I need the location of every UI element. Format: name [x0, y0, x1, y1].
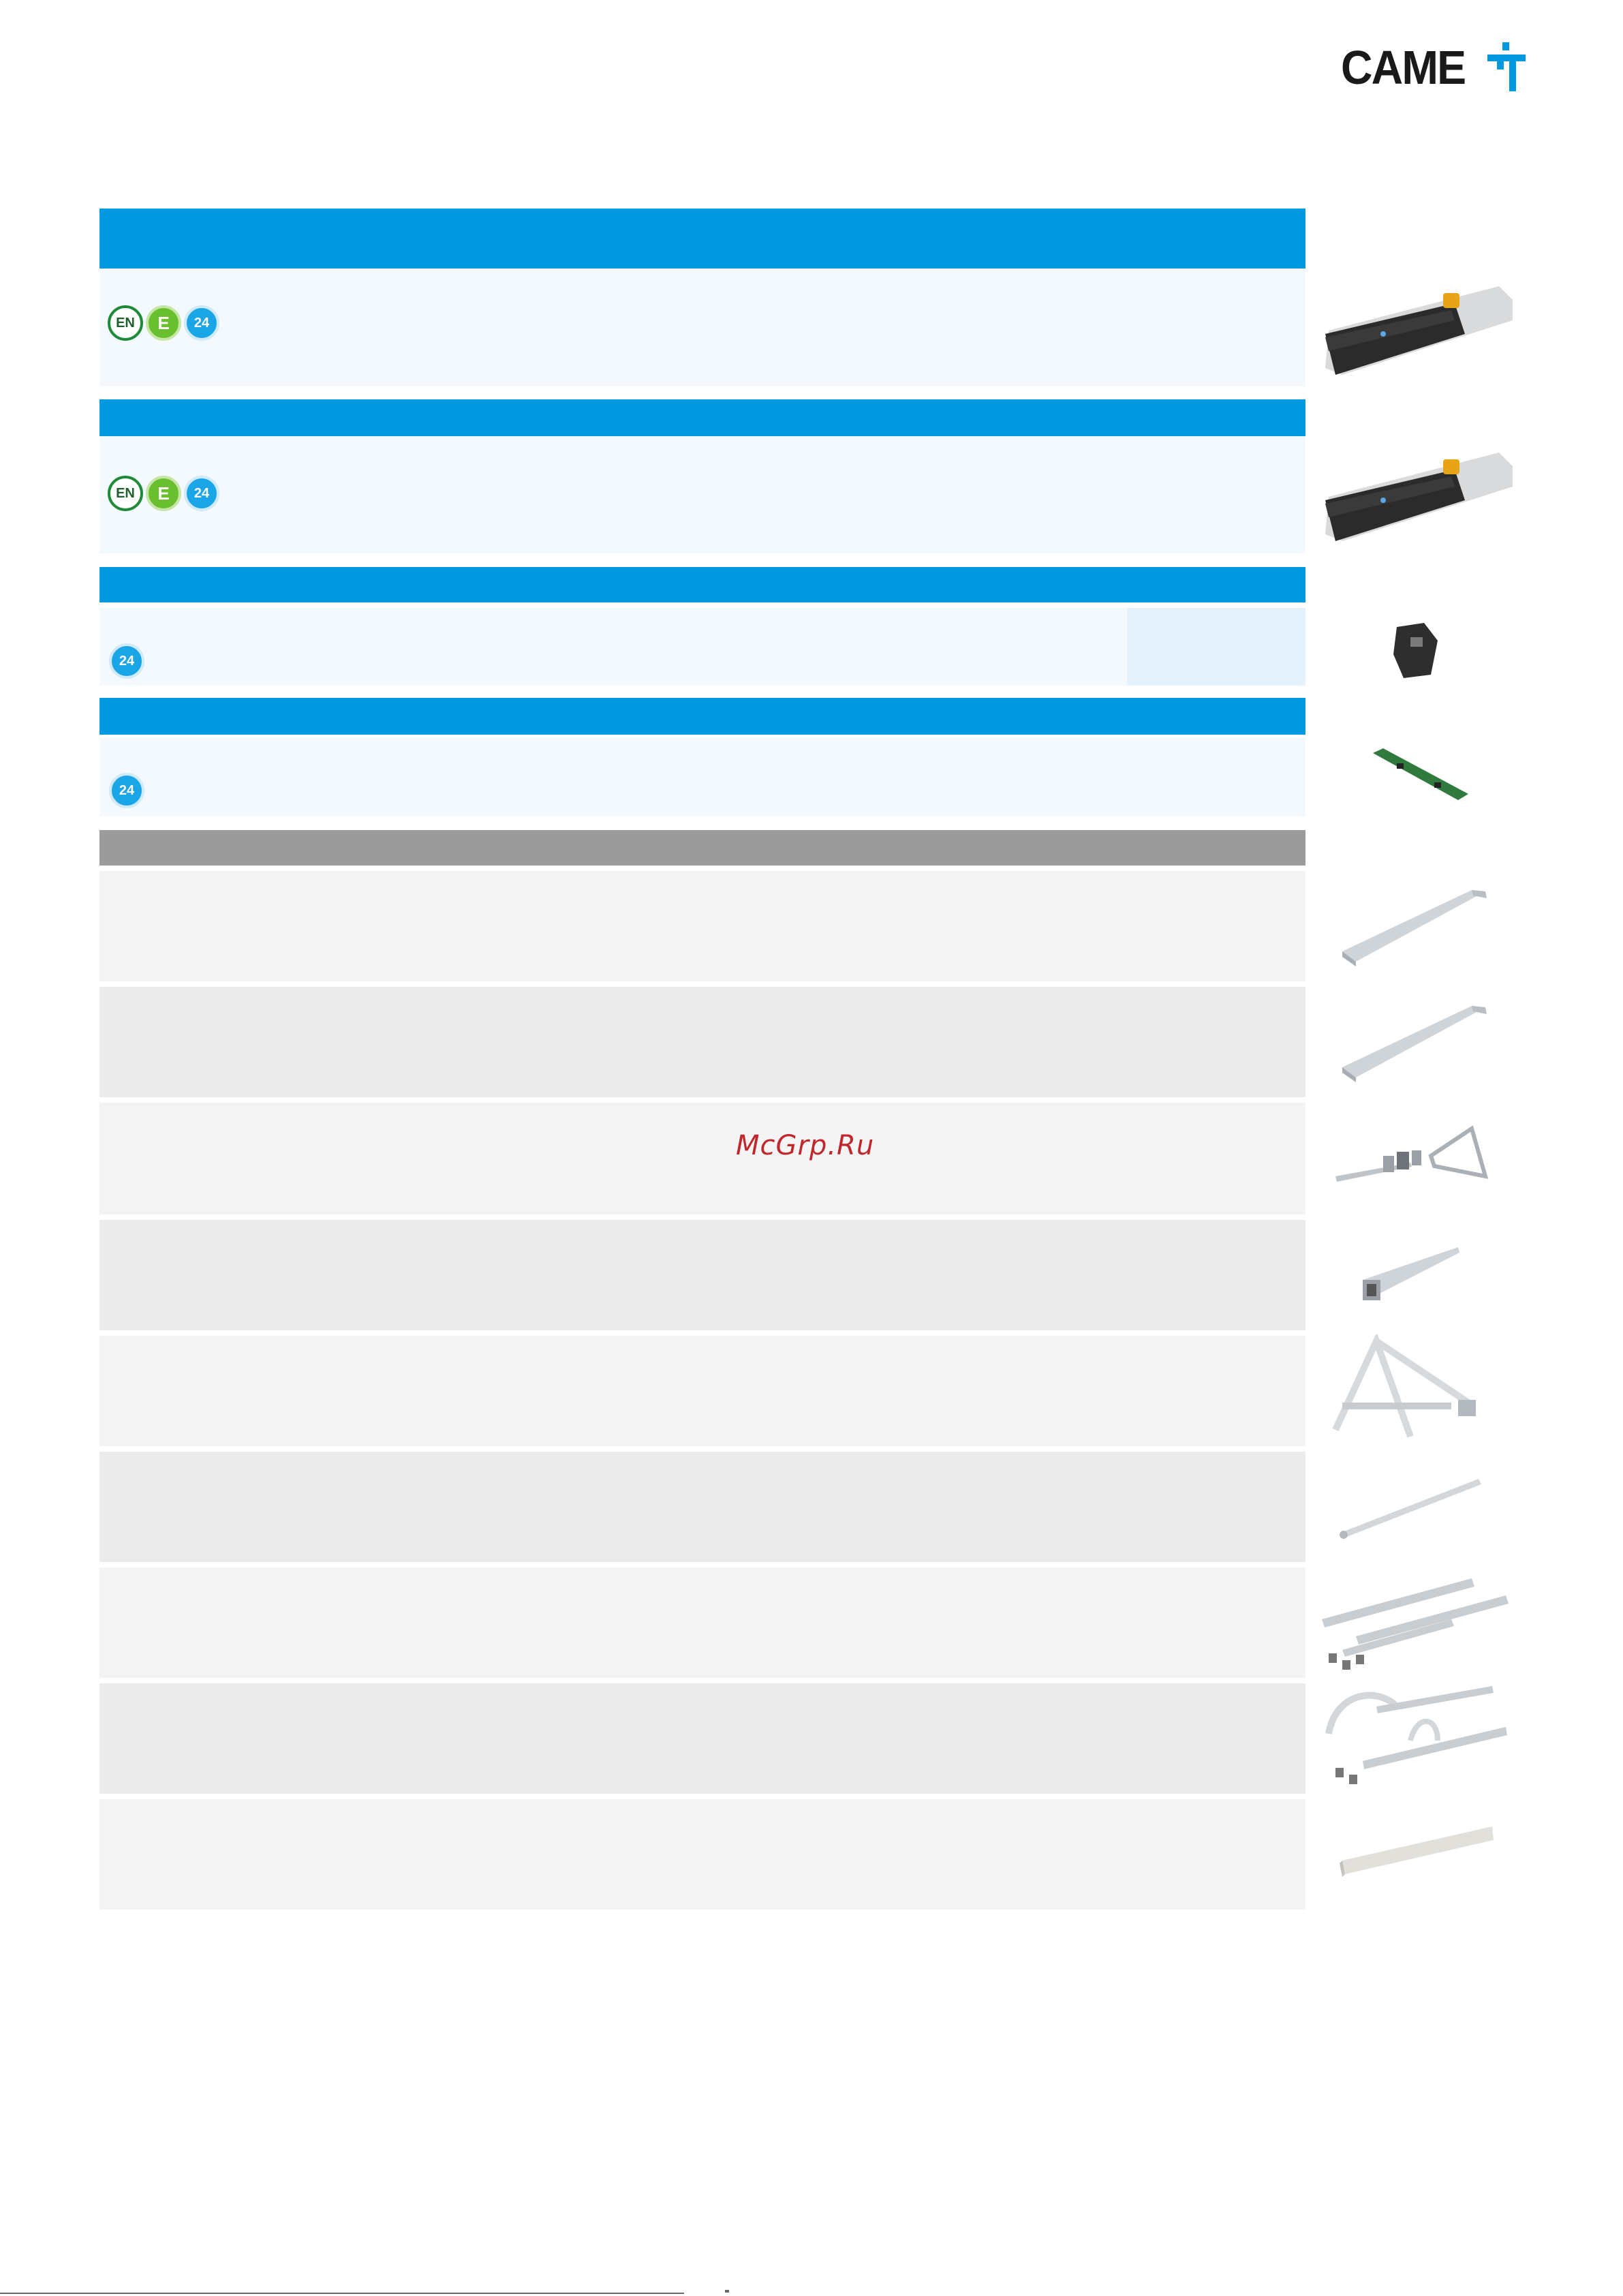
mounting-plate-icon	[1315, 876, 1519, 979]
brand-name: CAME	[1341, 41, 1466, 94]
release-device-icon	[1315, 613, 1519, 688]
en-tested-badge-icon: EN	[108, 476, 143, 511]
section-header-bar	[99, 209, 1305, 269]
accessory-row	[99, 1799, 1305, 1910]
circuit-board-icon	[1315, 736, 1519, 811]
curved-arm-kit-icon	[1315, 1679, 1519, 1795]
product-row	[99, 436, 1305, 553]
arm-kit-icon	[1315, 1108, 1519, 1210]
accessory-row	[99, 1452, 1305, 1562]
accessory-row	[99, 1567, 1305, 1678]
footer-rule	[0, 2293, 684, 2294]
gate-operator-icon	[1315, 439, 1519, 562]
accessory-row	[99, 871, 1305, 981]
gate-operator-icon	[1315, 273, 1519, 395]
accessory-row	[99, 1103, 1305, 1214]
energy-badge-icon: E	[146, 476, 181, 511]
articulated-arm-icon	[1315, 1334, 1519, 1450]
logo-mark-icon	[1487, 42, 1526, 91]
accessory-row	[99, 1683, 1305, 1794]
product-row	[99, 608, 1305, 686]
section-header-bar	[99, 567, 1305, 602]
post-bracket-icon	[1315, 1225, 1519, 1328]
24v-badge-icon: 24	[184, 305, 219, 341]
straight-arm-icon	[1315, 1458, 1519, 1561]
24v-badge-icon: 24	[184, 476, 219, 511]
section-header-bar	[99, 399, 1305, 436]
energy-badge-icon: E	[146, 305, 181, 341]
product-row	[99, 737, 1305, 816]
watermark: McGrp.Ru	[736, 1130, 875, 1161]
accessory-row	[99, 987, 1305, 1097]
section-header-bar	[99, 698, 1305, 735]
accessory-row	[99, 1336, 1305, 1446]
certification-badges	[108, 476, 219, 511]
certification-badges	[109, 773, 144, 808]
arm-rail-kit-icon	[1315, 1565, 1519, 1681]
24v-badge-icon: 24	[109, 643, 144, 679]
extension-bar-icon	[1315, 1813, 1519, 1901]
accessory-row	[99, 1220, 1305, 1330]
24v-badge-icon: 24	[109, 773, 144, 808]
accessories-header-bar	[99, 830, 1305, 866]
en-tested-badge-icon: EN	[108, 305, 143, 341]
certification-badges	[109, 643, 144, 679]
came-logo	[1341, 42, 1525, 100]
product-row	[99, 269, 1305, 386]
certification-badges	[108, 305, 219, 341]
mounting-plate-icon	[1315, 992, 1519, 1095]
price-cell	[1127, 608, 1305, 686]
footer-mark	[725, 2290, 729, 2293]
